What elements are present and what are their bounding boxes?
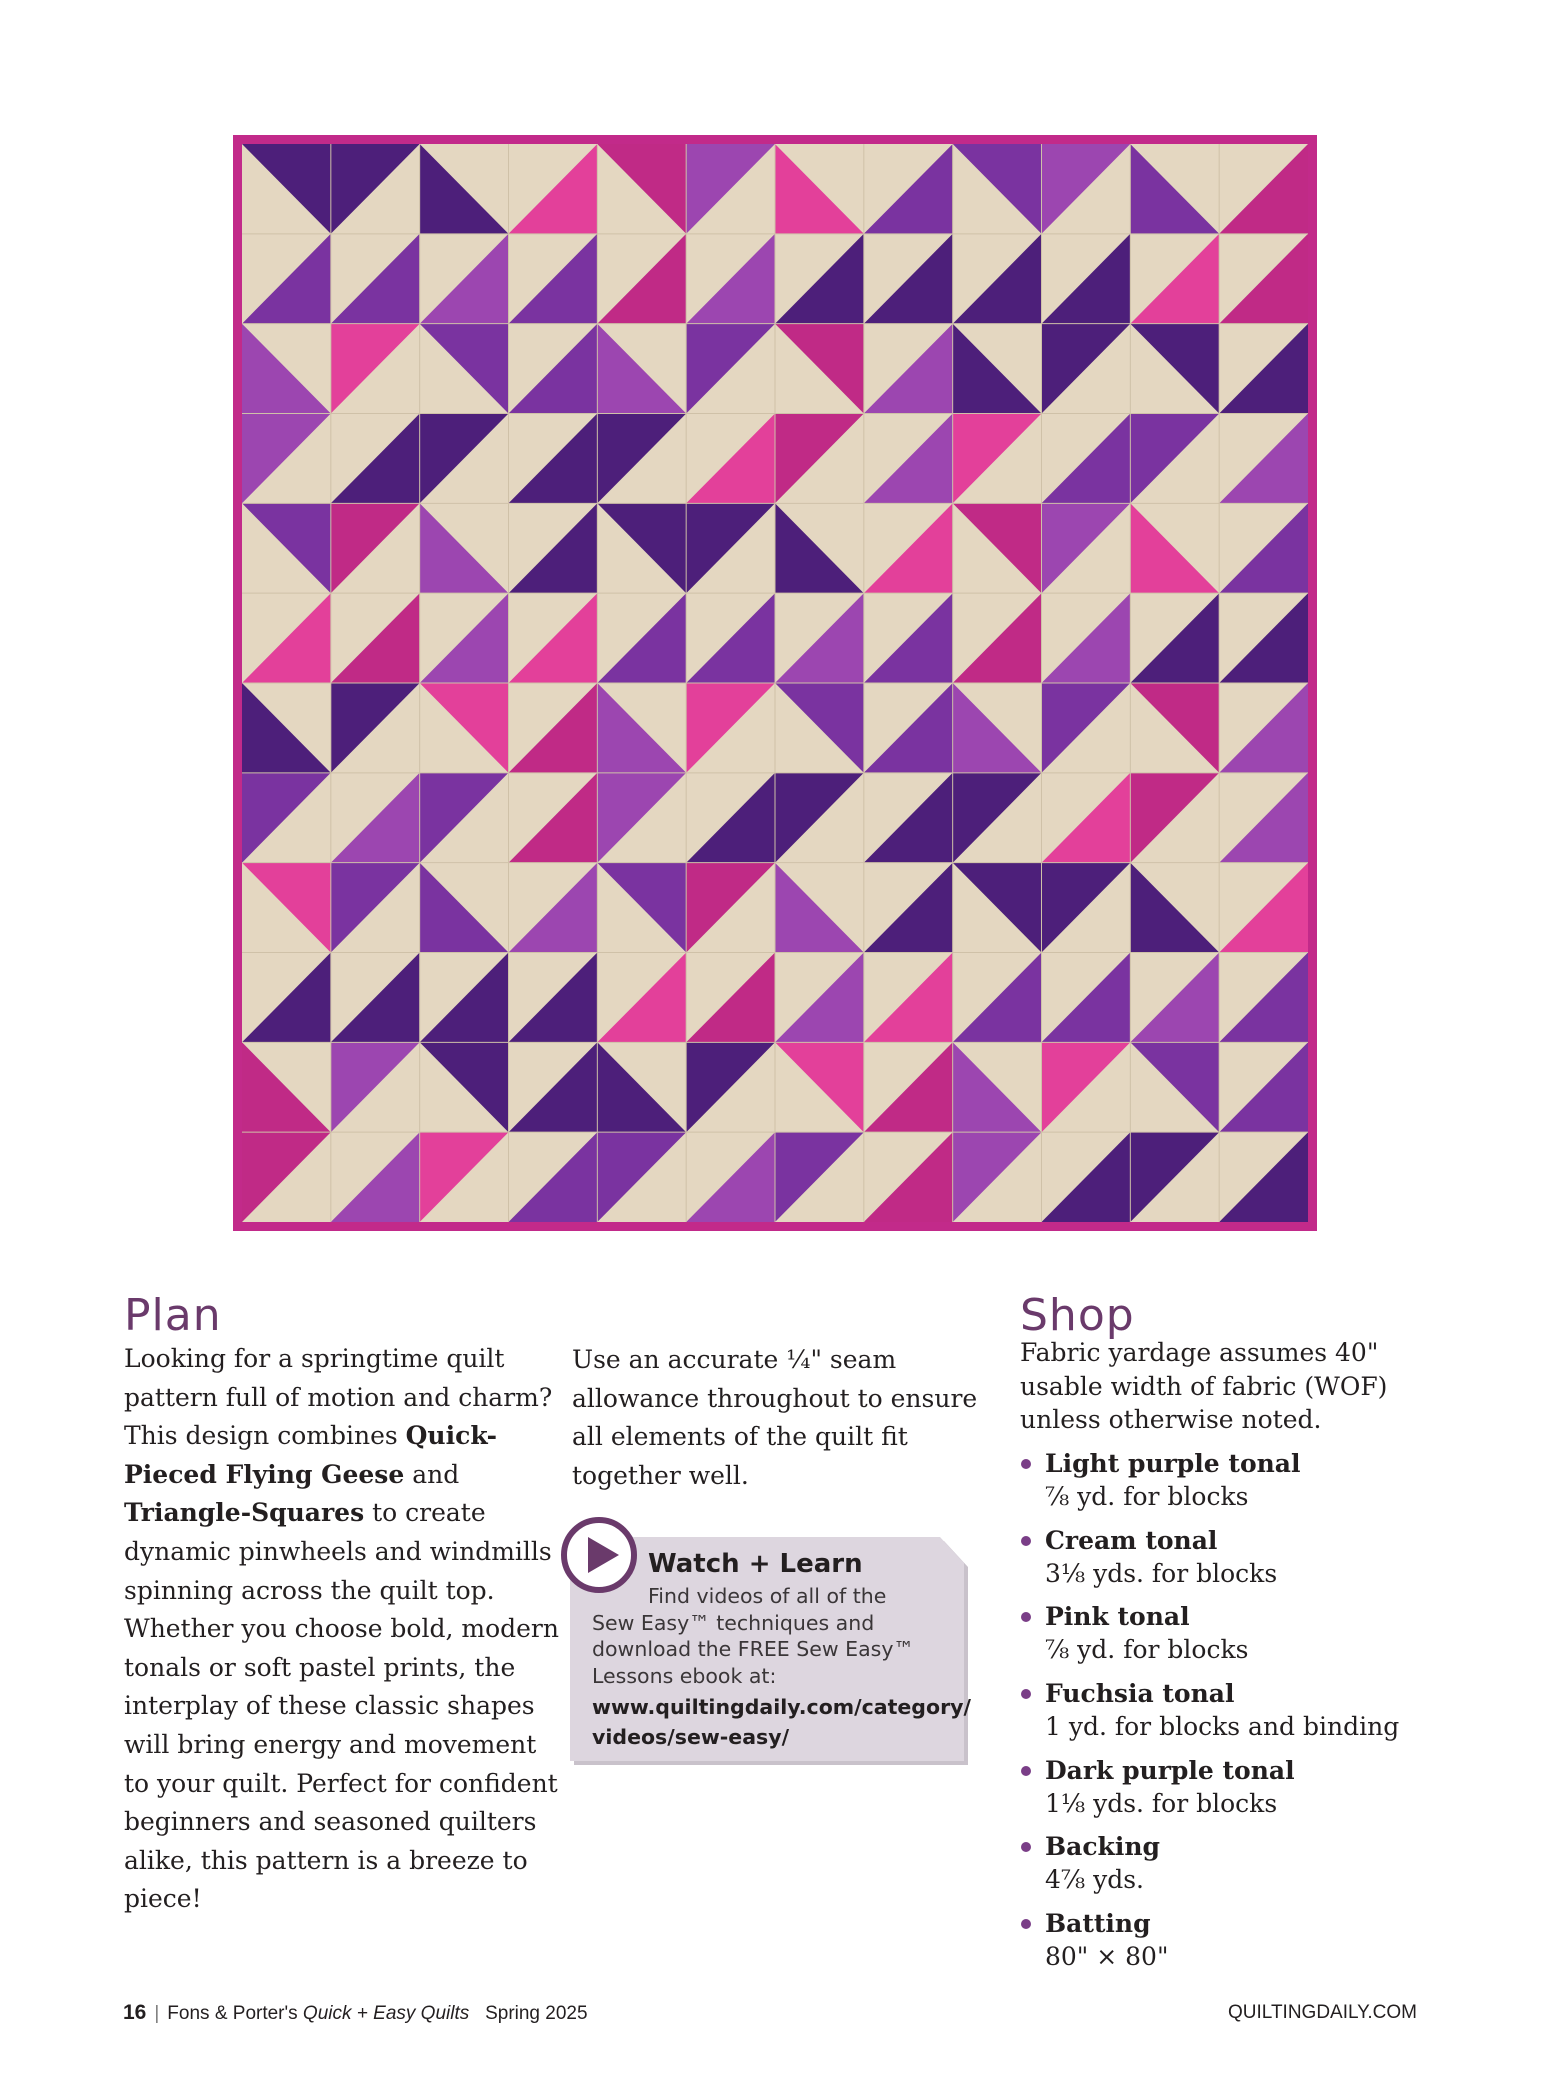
- quilt-photo: [233, 135, 1317, 1231]
- url-line1[interactable]: www.quiltingdaily.com/category/: [592, 1695, 972, 1719]
- plan-text-a: Looking for a springtime quilt pattern full of motion and charm? This design combines: [124, 1344, 553, 1451]
- bullet-icon: [1021, 1689, 1031, 1699]
- shop-heading: Shop: [1020, 1290, 1135, 1341]
- shop-list: [1018, 1447, 1399, 1984]
- item-qty: 1 yd. for blocks and binding: [1045, 1712, 1400, 1742]
- item-name: Pink tonal: [1045, 1602, 1190, 1632]
- triangle-squares-term: Triangle-Squares: [124, 1498, 365, 1528]
- shop-item: [1018, 1907, 1399, 1984]
- footer-site[interactable]: QUILTINGDAILY.COM: [1228, 2002, 1417, 2023]
- shop-item: [1018, 1600, 1399, 1677]
- sew-easy-link[interactable]: [592, 1692, 971, 1752]
- watch-desc-rest: Sew Easy™ techniques and download the FREE Sew Easy™ Lessons ebook at:: [592, 1610, 914, 1688]
- issue-date: Spring 2025: [485, 2003, 588, 2024]
- flying-geese-term: Quick-Pieced Flying Geese: [124, 1421, 498, 1489]
- item-name: Fuchsia tonal: [1045, 1679, 1235, 1709]
- watch-learn-title: Watch + Learn: [648, 1549, 863, 1579]
- url-line2[interactable]: videos/sew-easy/: [592, 1725, 790, 1749]
- shop-intro: Fabric yardage assumes 40" usable width of fabric (WOF) unless otherwise noted.: [1020, 1338, 1388, 1435]
- publisher: Fons & Porter's: [167, 2003, 303, 2024]
- plan-text-c: and: [404, 1459, 460, 1489]
- shop-item: [1018, 1447, 1399, 1524]
- item-name: Cream tonal: [1045, 1525, 1218, 1555]
- item-qty: ⅞ yd. for blocks: [1045, 1635, 1249, 1665]
- item-qty: ⅞ yd. for blocks: [1045, 1482, 1249, 1511]
- bullet-icon: [1021, 1459, 1031, 1469]
- bullet-icon: [1021, 1612, 1031, 1622]
- bullet-icon: [1021, 1919, 1031, 1929]
- page-number: 16: [123, 2001, 147, 2024]
- shop-item: [1018, 1754, 1399, 1831]
- item-name: Backing: [1045, 1832, 1161, 1862]
- item-name: Dark purple tonal: [1045, 1755, 1295, 1785]
- plan-heading: Plan: [124, 1290, 222, 1341]
- bullet-icon: [1021, 1766, 1031, 1776]
- watch-desc-line1: Find videos of all of the: [648, 1584, 887, 1608]
- shop-item: [1018, 1524, 1399, 1601]
- bullet-icon: [1021, 1536, 1031, 1546]
- seam-paragraph: Use an accurate ¼" seam allowance throughout to ensure all elements of the quilt fit together well.: [572, 1345, 978, 1490]
- item-name: Batting: [1045, 1909, 1151, 1939]
- item-qty: 80" × 80": [1045, 1942, 1169, 1972]
- shop-item: [1018, 1830, 1399, 1907]
- plan-paragraph: [124, 1340, 564, 1919]
- footer-credit: [123, 2001, 588, 2025]
- bullet-icon: [1021, 1842, 1031, 1852]
- footer-separator: |: [154, 2003, 160, 2024]
- item-name: Light purple tonal: [1045, 1449, 1301, 1478]
- shop-item: [1018, 1677, 1399, 1754]
- magazine-title: Quick + Easy Quilts: [302, 2003, 470, 2024]
- item-qty: 1⅛ yds. for blocks: [1045, 1788, 1278, 1818]
- plan-text-d: to create dynamic pinwheels and windmills spinning across the quilt top. Whether you choose bold, modern tonals or soft pastel prints, the interplay of these classic shapes will bring energy and movement to your quilt. Perfect for confident beginners and seasoned quilters alike, this pattern is a breeze to piece!: [124, 1498, 559, 1914]
- item-qty: 3⅛ yds. for blocks: [1045, 1558, 1278, 1588]
- item-qty: 4⅞ yds.: [1045, 1865, 1144, 1895]
- watch-learn-box: [570, 1537, 972, 1765]
- watch-learn-description: [592, 1583, 952, 1689]
